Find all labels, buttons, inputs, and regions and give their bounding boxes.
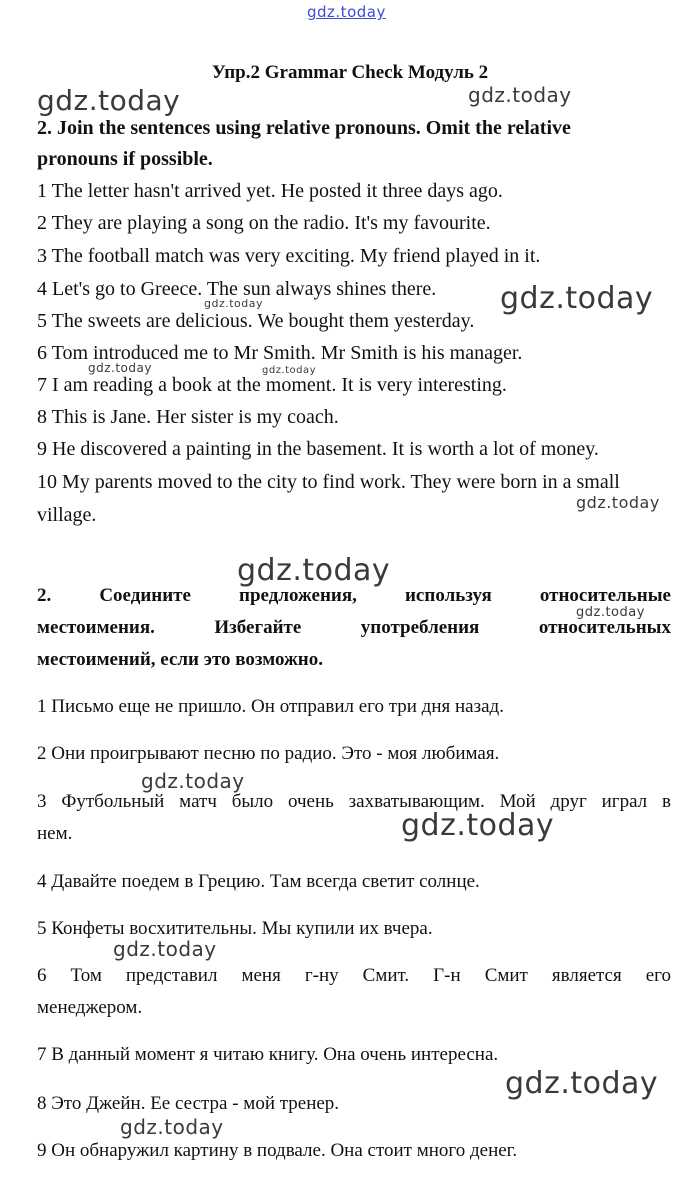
page-title: Упр.2 Grammar Check Модуль 2 <box>211 62 489 83</box>
english-sentence-10-continued: village. <box>37 504 97 526</box>
english-sentence-10: 10 My parents moved to the city to find work. They were born in a small <box>37 471 620 493</box>
russian-instruction-line-2: местоимения. Избегайте употребления относительных <box>37 617 671 638</box>
russian-sentence-6-continued: менеджером. <box>37 997 143 1018</box>
russian-instruction-line-1: 2. Соедините предложения, используя относительные <box>37 585 671 606</box>
watermark: gdz.today <box>88 361 152 375</box>
english-sentence-4: 4 Let's go to Greece. The sun always shines there. <box>37 278 437 300</box>
watermark: gdz.today <box>113 937 217 961</box>
english-sentence-5: 5 The sweets are delicious. We bought them yesterday. <box>37 310 475 332</box>
russian-sentence-1: 1 Письмо еще не пришло. Он отправил его три дня назад. <box>37 696 504 717</box>
english-sentence-6: 6 Tom introduced me to Mr Smith. Mr Smith is his manager. <box>37 342 523 364</box>
watermark: gdz.today <box>401 808 555 843</box>
russian-sentence-3: 3 Футбольный матч было очень захватывающим. Мой друг играл в <box>37 791 671 812</box>
russian-sentence-9: 9 Он обнаружил картину в подвале. Она стоит много денег. <box>37 1140 518 1161</box>
russian-sentence-4: 4 Давайте поедем в Грецию. Там всегда светит солнце. <box>37 871 480 892</box>
english-sentence-7: 7 I am reading a book at the moment. It is very interesting. <box>37 374 507 396</box>
english-sentence-1: 1 The letter hasn't arrived yet. He posted it three days ago. <box>37 180 503 202</box>
watermark: gdz.today <box>505 1066 659 1101</box>
russian-sentence-5: 5 Конфеты восхитительны. Мы купили их вчера. <box>37 918 433 939</box>
watermark: gdz.today <box>204 297 264 310</box>
english-sentence-9: 9 He discovered a painting in the basement. It is worth a lot of money. <box>37 438 599 460</box>
watermark: gdz.today <box>237 553 391 588</box>
watermark: gdz.today <box>468 83 572 107</box>
english-sentence-3: 3 The football match was very exciting. My friend played in it. <box>37 245 541 267</box>
english-sentence-2: 2 They are playing a song on the radio. It's my favourite. <box>37 212 491 234</box>
watermark: gdz.today <box>120 1115 224 1139</box>
russian-sentence-2: 2 Они проигрывают песню по радио. Это - моя любимая. <box>37 743 500 764</box>
watermark: gdz.today <box>37 84 181 117</box>
watermark: gdz.today <box>576 605 645 620</box>
russian-sentence-8: 8 Это Джейн. Ее сестра - мой тренер. <box>37 1093 340 1114</box>
russian-instruction-line-3: местоимений, если это возможно. <box>37 649 323 670</box>
watermark: gdz.today <box>576 493 660 512</box>
watermark: gdz.today <box>500 281 654 316</box>
watermark: gdz.today <box>262 365 317 376</box>
russian-sentence-3-continued: нем. <box>37 823 73 844</box>
english-instruction-line-1: 2. Join the sentences using relative pronouns. Omit the relative <box>37 117 571 139</box>
english-instruction-line-2: pronouns if possible. <box>37 148 213 170</box>
english-sentence-8: 8 This is Jane. Her sister is my coach. <box>37 406 339 428</box>
watermark-link[interactable]: gdz.today <box>307 3 386 21</box>
watermark: gdz.today <box>141 769 245 793</box>
russian-sentence-7: 7 В данный момент я читаю книгу. Она очень интересна. <box>37 1044 499 1065</box>
russian-sentence-6: 6 Том представил меня г-ну Смит. Г-н Смит является его <box>37 965 671 986</box>
